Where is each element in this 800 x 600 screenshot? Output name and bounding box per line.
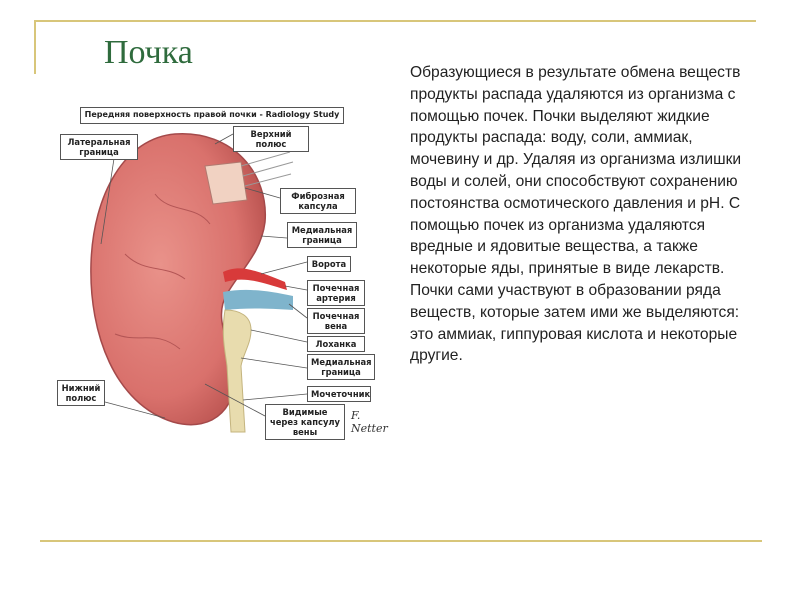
label-hilum: Ворота: [307, 256, 351, 272]
slide-title: Почка: [104, 34, 193, 71]
label-visible-veins: Видимые через капсулу вены: [265, 404, 345, 440]
top-rule: [34, 20, 756, 22]
label-renal-artery: Почечная артерия: [307, 280, 365, 306]
renal-vein-shape: [223, 290, 293, 310]
label-renal-vein: Почечная вена: [307, 308, 365, 334]
figure-title: Передняя поверхность правой почки - Radiology Study: [80, 107, 344, 124]
artist-signature: F. Netter: [351, 409, 388, 435]
bottom-rule: [40, 540, 762, 542]
label-lower-pole: Нижний полюс: [57, 380, 105, 406]
label-ureter: Мочеточник: [307, 386, 371, 402]
label-lateral-border: Латеральная граница: [60, 134, 138, 160]
ureter-shape: [223, 310, 251, 432]
fibrous-capsule-flap: [205, 162, 247, 204]
label-upper-pole: Верхний полюс: [233, 126, 309, 152]
left-rule: [34, 20, 36, 74]
label-medial-border-lower: Медиальная граница: [307, 354, 375, 380]
body-text: Образующиеся в результате обмена веществ продукты распада удаляются из организма с помощью почек. Почки выделяют жидкие продукты распада: воду, соли, аммиак, мочевину и др. Удаляя из организма излишки воды и солей, они способствуют сохранению постоянства осмотического давления и pH. С помощью почек из организма удаляются вредные и ядовитые вещества, а также некоторые яды, принятые в виде лекарств. Почки сами участвуют в образовании ряда веществ, которые затем ими же выделяются: это аммиак, гиппуровая кислота и некоторые другие.: [410, 64, 742, 365]
kidney-figure: [55, 104, 395, 440]
label-medial-border-upper: Медиальная граница: [287, 222, 357, 248]
label-fibrous-capsule: Фиброзная капсула: [280, 188, 356, 214]
renal-artery-shape: [223, 268, 287, 290]
label-renal-pelvis: Лоханка: [307, 336, 365, 352]
